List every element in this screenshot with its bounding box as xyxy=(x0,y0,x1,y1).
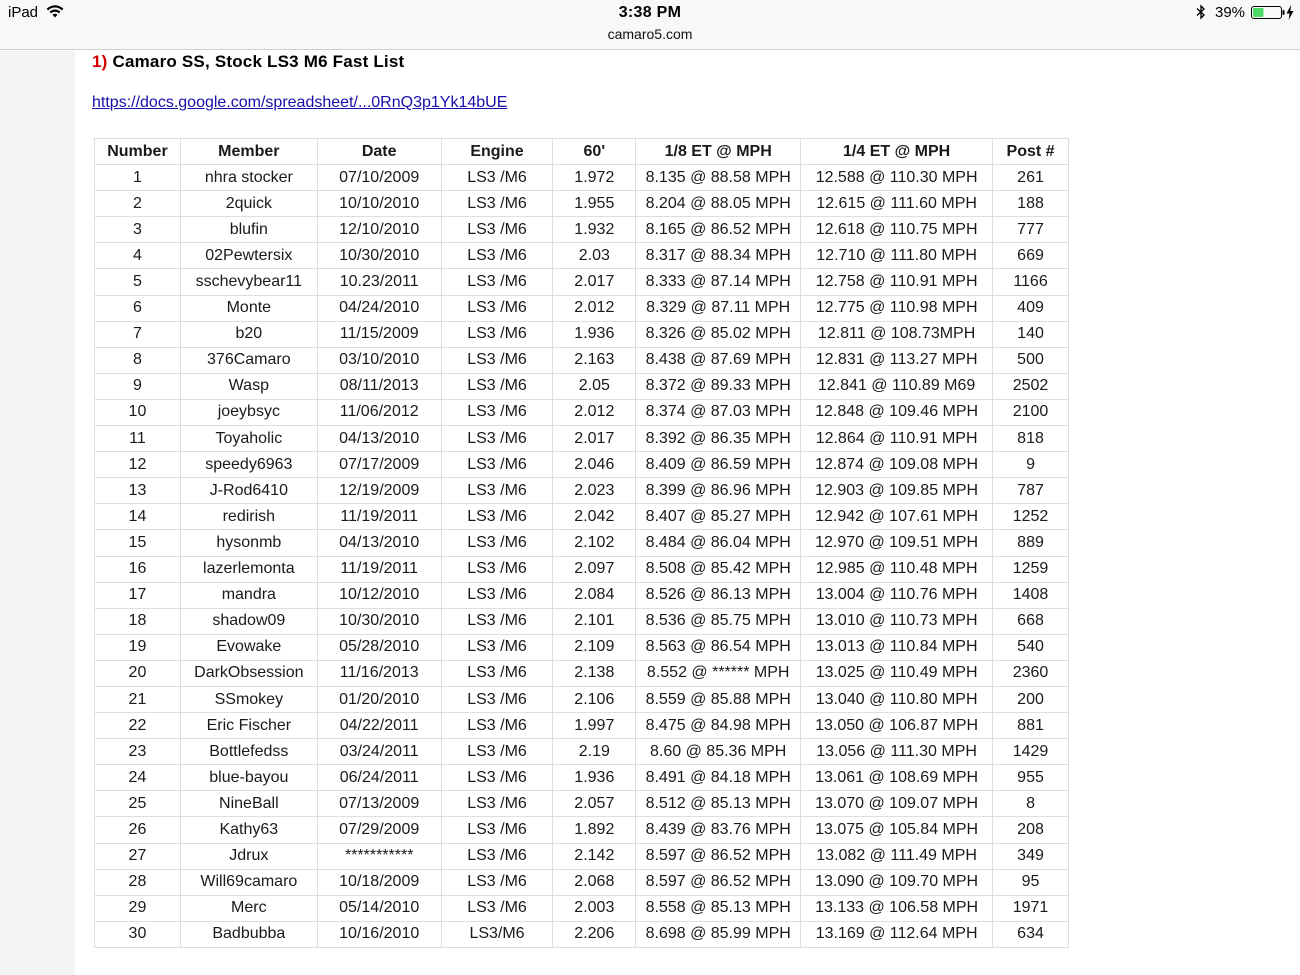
cell-post: 818 xyxy=(993,426,1069,452)
cell-engine: LS3 /M6 xyxy=(441,321,553,347)
cell-post: 1971 xyxy=(993,895,1069,921)
fast-list-table xyxy=(94,138,1069,948)
cell-sixty-foot: 2.068 xyxy=(553,869,636,895)
cell-number: 3 xyxy=(95,217,181,243)
cell-engine: LS3 /M6 xyxy=(441,269,553,295)
cell-quarter-mile: 12.615 @ 111.60 MPH xyxy=(801,191,993,217)
cell-engine: LS3 /M6 xyxy=(441,165,553,191)
cell-engine: LS3 /M6 xyxy=(441,243,553,269)
cell-sixty-foot: 1.936 xyxy=(553,321,636,347)
cell-engine: LS3 /M6 xyxy=(441,686,553,712)
cell-sixty-foot: 2.046 xyxy=(553,452,636,478)
table-row xyxy=(95,817,1069,843)
cell-sixty-foot: 1.892 xyxy=(553,817,636,843)
cell-date: 11/06/2012 xyxy=(317,399,441,425)
table-row xyxy=(95,295,1069,321)
cell-date: 05/28/2010 xyxy=(317,634,441,660)
cell-eighth-mile: 8.439 @ 83.76 MPH xyxy=(636,817,801,843)
table-row xyxy=(95,347,1069,373)
cell-sixty-foot: 2.142 xyxy=(553,843,636,869)
cell-post: 1166 xyxy=(993,269,1069,295)
cell-date: 01/20/2010 xyxy=(317,686,441,712)
cell-number: 19 xyxy=(95,634,181,660)
cell-member: SSmokey xyxy=(180,686,317,712)
cell-post: 669 xyxy=(993,243,1069,269)
cell-engine: LS3 /M6 xyxy=(441,582,553,608)
cell-sixty-foot: 2.138 xyxy=(553,660,636,686)
cell-quarter-mile: 13.040 @ 110.80 MPH xyxy=(801,686,993,712)
cell-number: 9 xyxy=(95,373,181,399)
cell-date: 06/24/2011 xyxy=(317,765,441,791)
cell-engine: LS3 /M6 xyxy=(441,869,553,895)
cell-date: 07/17/2009 xyxy=(317,452,441,478)
cell-eighth-mile: 8.438 @ 87.69 MPH xyxy=(636,347,801,373)
cell-engine: LS3 /M6 xyxy=(441,556,553,582)
cell-member: Toyaholic xyxy=(180,426,317,452)
cell-number: 1 xyxy=(95,165,181,191)
table-row xyxy=(95,582,1069,608)
cell-date: 07/10/2009 xyxy=(317,165,441,191)
cell-sixty-foot: 2.023 xyxy=(553,478,636,504)
table-row xyxy=(95,765,1069,791)
cell-engine: LS3 /M6 xyxy=(441,295,553,321)
cell-member: sschevybear11 xyxy=(180,269,317,295)
table-row xyxy=(95,686,1069,712)
cell-eighth-mile: 8.508 @ 85.42 MPH xyxy=(636,556,801,582)
table-row xyxy=(95,504,1069,530)
cell-post: 140 xyxy=(993,321,1069,347)
cell-date: 10/12/2010 xyxy=(317,582,441,608)
cell-eighth-mile: 8.333 @ 87.14 MPH xyxy=(636,269,801,295)
list-title: Camaro SS, Stock LS3 M6 Fast List xyxy=(112,52,405,71)
column-header-sixty-foot: 60' xyxy=(553,139,636,165)
cell-sixty-foot: 2.109 xyxy=(553,634,636,660)
cell-post: 1252 xyxy=(993,504,1069,530)
table-row xyxy=(95,321,1069,347)
cell-sixty-foot: 2.057 xyxy=(553,791,636,817)
cell-eighth-mile: 8.204 @ 88.05 MPH xyxy=(636,191,801,217)
cell-member: shadow09 xyxy=(180,608,317,634)
cell-eighth-mile: 8.407 @ 85.27 MPH xyxy=(636,504,801,530)
cell-member: Will69camaro xyxy=(180,869,317,895)
cell-post: 777 xyxy=(993,217,1069,243)
cell-sixty-foot: 1.936 xyxy=(553,765,636,791)
cell-engine: LS3 /M6 xyxy=(441,660,553,686)
cell-eighth-mile: 8.317 @ 88.34 MPH xyxy=(636,243,801,269)
cell-quarter-mile: 12.848 @ 109.46 MPH xyxy=(801,399,993,425)
cell-date: 10/10/2010 xyxy=(317,191,441,217)
cell-number: 11 xyxy=(95,426,181,452)
cell-eighth-mile: 8.558 @ 85.13 MPH xyxy=(636,895,801,921)
cell-member: Eric Fischer xyxy=(180,713,317,739)
cell-engine: LS3 /M6 xyxy=(441,347,553,373)
cell-eighth-mile: 8.326 @ 85.02 MPH xyxy=(636,321,801,347)
cell-eighth-mile: 8.475 @ 84.98 MPH xyxy=(636,713,801,739)
cell-number: 24 xyxy=(95,765,181,791)
cell-quarter-mile: 13.010 @ 110.73 MPH xyxy=(801,608,993,634)
table-row xyxy=(95,869,1069,895)
cell-number: 5 xyxy=(95,269,181,295)
cell-number: 30 xyxy=(95,921,181,947)
cell-eighth-mile: 8.329 @ 87.11 MPH xyxy=(636,295,801,321)
cell-date: 11/15/2009 xyxy=(317,321,441,347)
cell-quarter-mile: 12.618 @ 110.75 MPH xyxy=(801,217,993,243)
cell-quarter-mile: 13.050 @ 106.87 MPH xyxy=(801,713,993,739)
cell-member: mandra xyxy=(180,582,317,608)
cell-date: 11/19/2011 xyxy=(317,556,441,582)
cell-post: 1429 xyxy=(993,739,1069,765)
cell-eighth-mile: 8.552 @ ****** MPH xyxy=(636,660,801,686)
cell-date: 10/30/2010 xyxy=(317,608,441,634)
cell-sixty-foot: 2.084 xyxy=(553,582,636,608)
table-row xyxy=(95,217,1069,243)
cell-date: 03/10/2010 xyxy=(317,347,441,373)
column-header-number: Number xyxy=(95,139,181,165)
cell-number: 15 xyxy=(95,530,181,556)
battery-percent: 39% xyxy=(1215,4,1246,21)
cell-date: 12/19/2009 xyxy=(317,478,441,504)
cell-post: 1259 xyxy=(993,556,1069,582)
cell-number: 26 xyxy=(95,817,181,843)
cell-engine: LS3 /M6 xyxy=(441,399,553,425)
table-body xyxy=(95,165,1069,948)
page-title xyxy=(92,52,404,72)
cell-member: Monte xyxy=(180,295,317,321)
battery-icon xyxy=(1251,6,1285,19)
cell-engine: LS3 /M6 xyxy=(441,843,553,869)
cell-quarter-mile: 13.082 @ 111.49 MPH xyxy=(801,843,993,869)
list-number: 1) xyxy=(92,52,108,71)
cell-member: DarkObsession xyxy=(180,660,317,686)
cell-quarter-mile: 12.841 @ 110.89 M69 xyxy=(801,373,993,399)
cell-number: 21 xyxy=(95,686,181,712)
cell-eighth-mile: 8.484 @ 86.04 MPH xyxy=(636,530,801,556)
cell-date: 04/22/2011 xyxy=(317,713,441,739)
table-row xyxy=(95,243,1069,269)
cell-post: 540 xyxy=(993,634,1069,660)
cell-quarter-mile: 13.075 @ 105.84 MPH xyxy=(801,817,993,843)
cell-member: joeybsyc xyxy=(180,399,317,425)
cell-post: 409 xyxy=(993,295,1069,321)
table-row xyxy=(95,921,1069,947)
cell-sixty-foot: 1.932 xyxy=(553,217,636,243)
cell-date: 03/24/2011 xyxy=(317,739,441,765)
cell-sixty-foot: 1.972 xyxy=(553,165,636,191)
cell-member: Evowake xyxy=(180,634,317,660)
cell-sixty-foot: 2.017 xyxy=(553,269,636,295)
cell-quarter-mile: 13.061 @ 108.69 MPH xyxy=(801,765,993,791)
table-row xyxy=(95,452,1069,478)
cell-eighth-mile: 8.536 @ 85.75 MPH xyxy=(636,608,801,634)
cell-sixty-foot: 2.042 xyxy=(553,504,636,530)
cell-date: 04/24/2010 xyxy=(317,295,441,321)
cell-engine: LS3 /M6 xyxy=(441,452,553,478)
cell-quarter-mile: 13.169 @ 112.64 MPH xyxy=(801,921,993,947)
table-row xyxy=(95,373,1069,399)
cell-quarter-mile: 13.056 @ 111.30 MPH xyxy=(801,739,993,765)
cell-sixty-foot: 1.955 xyxy=(553,191,636,217)
cell-engine: LS3 /M6 xyxy=(441,217,553,243)
cell-member: Wasp xyxy=(180,373,317,399)
cell-member: blue-bayou xyxy=(180,765,317,791)
cell-post: 2502 xyxy=(993,373,1069,399)
cell-eighth-mile: 8.60 @ 85.36 MPH xyxy=(636,739,801,765)
cell-quarter-mile: 12.864 @ 110.91 MPH xyxy=(801,426,993,452)
device-name: iPad xyxy=(8,4,39,21)
cell-engine: LS3 /M6 xyxy=(441,530,553,556)
cell-sixty-foot: 2.19 xyxy=(553,739,636,765)
cell-number: 29 xyxy=(95,895,181,921)
cell-quarter-mile: 12.710 @ 111.80 MPH xyxy=(801,243,993,269)
cell-quarter-mile: 12.811 @ 108.73MPH xyxy=(801,321,993,347)
table-row xyxy=(95,660,1069,686)
cell-post: 349 xyxy=(993,843,1069,869)
cell-engine: LS3 /M6 xyxy=(441,791,553,817)
cell-post: 889 xyxy=(993,530,1069,556)
cell-quarter-mile: 12.831 @ 113.27 MPH xyxy=(801,347,993,373)
cell-member: nhra stocker xyxy=(180,165,317,191)
cell-engine: LS3 /M6 xyxy=(441,478,553,504)
cell-quarter-mile: 12.903 @ 109.85 MPH xyxy=(801,478,993,504)
cell-quarter-mile: 12.758 @ 110.91 MPH xyxy=(801,269,993,295)
table-row xyxy=(95,895,1069,921)
cell-post: 787 xyxy=(993,478,1069,504)
cell-number: 28 xyxy=(95,869,181,895)
cell-quarter-mile: 12.775 @ 110.98 MPH xyxy=(801,295,993,321)
table-row xyxy=(95,556,1069,582)
column-header-quarter-mile: 1/4 ET @ MPH xyxy=(801,139,993,165)
column-header-member: Member xyxy=(180,139,317,165)
cell-number: 20 xyxy=(95,660,181,686)
cell-eighth-mile: 8.563 @ 86.54 MPH xyxy=(636,634,801,660)
table-row xyxy=(95,399,1069,425)
battery-fill xyxy=(1253,8,1264,17)
table-row xyxy=(95,165,1069,191)
cell-date: *********** xyxy=(317,843,441,869)
cell-member: Kathy63 xyxy=(180,817,317,843)
cell-post: 2100 xyxy=(993,399,1069,425)
cell-member: hysonmb xyxy=(180,530,317,556)
table-row xyxy=(95,713,1069,739)
cell-sixty-foot: 2.012 xyxy=(553,399,636,425)
cell-number: 4 xyxy=(95,243,181,269)
cell-member: J-Rod6410 xyxy=(180,478,317,504)
cell-number: 14 xyxy=(95,504,181,530)
cell-eighth-mile: 8.597 @ 86.52 MPH xyxy=(636,843,801,869)
cell-engine: LS3 /M6 xyxy=(441,634,553,660)
cell-engine: LS3 /M6 xyxy=(441,373,553,399)
spreadsheet-link[interactable]: https://docs.google.com/spreadsheet/...0RnQ3p1Yk14bUE xyxy=(92,94,508,111)
cell-post: 8 xyxy=(993,791,1069,817)
cell-number: 13 xyxy=(95,478,181,504)
cell-eighth-mile: 8.135 @ 88.58 MPH xyxy=(636,165,801,191)
cell-quarter-mile: 13.070 @ 109.07 MPH xyxy=(801,791,993,817)
cell-sixty-foot: 2.012 xyxy=(553,295,636,321)
table-row xyxy=(95,634,1069,660)
charging-bolt-icon xyxy=(1286,5,1294,20)
cell-eighth-mile: 8.597 @ 86.52 MPH xyxy=(636,869,801,895)
cell-quarter-mile: 12.942 @ 107.61 MPH xyxy=(801,504,993,530)
cell-date: 05/14/2010 xyxy=(317,895,441,921)
cell-number: 16 xyxy=(95,556,181,582)
cell-eighth-mile: 8.698 @ 85.99 MPH xyxy=(636,921,801,947)
cell-member: 376Camaro xyxy=(180,347,317,373)
cell-sixty-foot: 2.101 xyxy=(553,608,636,634)
cell-date: 07/13/2009 xyxy=(317,791,441,817)
cell-engine: LS3 /M6 xyxy=(441,608,553,634)
cell-date: 08/11/2013 xyxy=(317,373,441,399)
cell-post: 2360 xyxy=(993,660,1069,686)
cell-date: 10/30/2010 xyxy=(317,243,441,269)
cell-post: 500 xyxy=(993,347,1069,373)
status-bar xyxy=(0,0,1300,50)
cell-engine: LS3 /M6 xyxy=(441,504,553,530)
cell-sixty-foot: 1.997 xyxy=(553,713,636,739)
cell-post: 200 xyxy=(993,686,1069,712)
cell-number: 23 xyxy=(95,739,181,765)
cell-member: lazerlemonta xyxy=(180,556,317,582)
cell-post: 208 xyxy=(993,817,1069,843)
column-header-eighth-mile: 1/8 ET @ MPH xyxy=(636,139,801,165)
column-header-engine: Engine xyxy=(441,139,553,165)
cell-sixty-foot: 2.097 xyxy=(553,556,636,582)
cell-quarter-mile: 12.588 @ 110.30 MPH xyxy=(801,165,993,191)
cell-eighth-mile: 8.559 @ 85.88 MPH xyxy=(636,686,801,712)
cell-engine: LS3 /M6 xyxy=(441,739,553,765)
cell-eighth-mile: 8.399 @ 86.96 MPH xyxy=(636,478,801,504)
table-row xyxy=(95,426,1069,452)
cell-date: 10.23/2011 xyxy=(317,269,441,295)
cell-eighth-mile: 8.491 @ 84.18 MPH xyxy=(636,765,801,791)
cell-post: 1408 xyxy=(993,582,1069,608)
cell-sixty-foot: 2.206 xyxy=(553,921,636,947)
cell-sixty-foot: 2.05 xyxy=(553,373,636,399)
cell-date: 04/13/2010 xyxy=(317,530,441,556)
cell-post: 955 xyxy=(993,765,1069,791)
cell-engine: LS3 /M6 xyxy=(441,817,553,843)
cell-post: 9 xyxy=(993,452,1069,478)
cell-date: 04/13/2010 xyxy=(317,426,441,452)
left-gutter xyxy=(0,51,75,975)
cell-engine: LS3 /M6 xyxy=(441,895,553,921)
cell-member: Bottlefedss xyxy=(180,739,317,765)
cell-member: speedy6963 xyxy=(180,452,317,478)
column-header-date: Date xyxy=(317,139,441,165)
cell-eighth-mile: 8.374 @ 87.03 MPH xyxy=(636,399,801,425)
table-header-row xyxy=(95,139,1069,165)
table-row xyxy=(95,739,1069,765)
cell-date: 10/18/2009 xyxy=(317,869,441,895)
address-bar-url[interactable]: camaro5.com xyxy=(607,26,693,42)
table-row xyxy=(95,530,1069,556)
cell-eighth-mile: 8.372 @ 89.33 MPH xyxy=(636,373,801,399)
cell-engine: LS3 /M6 xyxy=(441,426,553,452)
table-row xyxy=(95,191,1069,217)
cell-member: Jdrux xyxy=(180,843,317,869)
cell-member: b20 xyxy=(180,321,317,347)
cell-number: 18 xyxy=(95,608,181,634)
cell-quarter-mile: 13.013 @ 110.84 MPH xyxy=(801,634,993,660)
cell-member: Badbubba xyxy=(180,921,317,947)
cell-engine: LS3 /M6 xyxy=(441,191,553,217)
cell-number: 12 xyxy=(95,452,181,478)
cell-number: 6 xyxy=(95,295,181,321)
cell-eighth-mile: 8.392 @ 86.35 MPH xyxy=(636,426,801,452)
cell-date: 10/16/2010 xyxy=(317,921,441,947)
cell-member: 02Pewtersix xyxy=(180,243,317,269)
cell-post: 668 xyxy=(993,608,1069,634)
cell-post: 881 xyxy=(993,713,1069,739)
cell-eighth-mile: 8.165 @ 86.52 MPH xyxy=(636,217,801,243)
cell-post: 188 xyxy=(993,191,1069,217)
cell-number: 27 xyxy=(95,843,181,869)
cell-sixty-foot: 2.106 xyxy=(553,686,636,712)
table-row xyxy=(95,843,1069,869)
cell-member: NineBall xyxy=(180,791,317,817)
cell-engine: LS3 /M6 xyxy=(441,713,553,739)
cell-number: 8 xyxy=(95,347,181,373)
cell-date: 07/29/2009 xyxy=(317,817,441,843)
cell-number: 2 xyxy=(95,191,181,217)
cell-number: 10 xyxy=(95,399,181,425)
table-row xyxy=(95,269,1069,295)
cell-eighth-mile: 8.512 @ 85.13 MPH xyxy=(636,791,801,817)
cell-post: 261 xyxy=(993,165,1069,191)
cell-sixty-foot: 2.102 xyxy=(553,530,636,556)
cell-date: 11/19/2011 xyxy=(317,504,441,530)
table-row xyxy=(95,791,1069,817)
cell-engine: LS3 /M6 xyxy=(441,765,553,791)
table-row xyxy=(95,608,1069,634)
cell-sixty-foot: 2.163 xyxy=(553,347,636,373)
cell-quarter-mile: 12.970 @ 109.51 MPH xyxy=(801,530,993,556)
cell-quarter-mile: 13.090 @ 109.70 MPH xyxy=(801,869,993,895)
cell-post: 95 xyxy=(993,869,1069,895)
cell-engine: LS3/M6 xyxy=(441,921,553,947)
cell-eighth-mile: 8.409 @ 86.59 MPH xyxy=(636,452,801,478)
cell-sixty-foot: 2.003 xyxy=(553,895,636,921)
clock: 3:38 PM xyxy=(618,4,682,21)
cell-post: 634 xyxy=(993,921,1069,947)
cell-member: 2quick xyxy=(180,191,317,217)
cell-member: redirish xyxy=(180,504,317,530)
cell-quarter-mile: 13.004 @ 110.76 MPH xyxy=(801,582,993,608)
cell-quarter-mile: 13.025 @ 110.49 MPH xyxy=(801,660,993,686)
cell-eighth-mile: 8.526 @ 86.13 MPH xyxy=(636,582,801,608)
cell-date: 12/10/2010 xyxy=(317,217,441,243)
cell-quarter-mile: 12.874 @ 109.08 MPH xyxy=(801,452,993,478)
cell-member: Merc xyxy=(180,895,317,921)
bluetooth-icon xyxy=(1196,4,1206,20)
table-row xyxy=(95,478,1069,504)
cell-number: 7 xyxy=(95,321,181,347)
cell-number: 17 xyxy=(95,582,181,608)
cell-sixty-foot: 2.017 xyxy=(553,426,636,452)
cell-date: 11/16/2013 xyxy=(317,660,441,686)
cell-number: 25 xyxy=(95,791,181,817)
cell-number: 22 xyxy=(95,713,181,739)
cell-quarter-mile: 12.985 @ 110.48 MPH xyxy=(801,556,993,582)
column-header-post: Post # xyxy=(993,139,1069,165)
cell-quarter-mile: 13.133 @ 106.58 MPH xyxy=(801,895,993,921)
cell-sixty-foot: 2.03 xyxy=(553,243,636,269)
cell-member: blufin xyxy=(180,217,317,243)
